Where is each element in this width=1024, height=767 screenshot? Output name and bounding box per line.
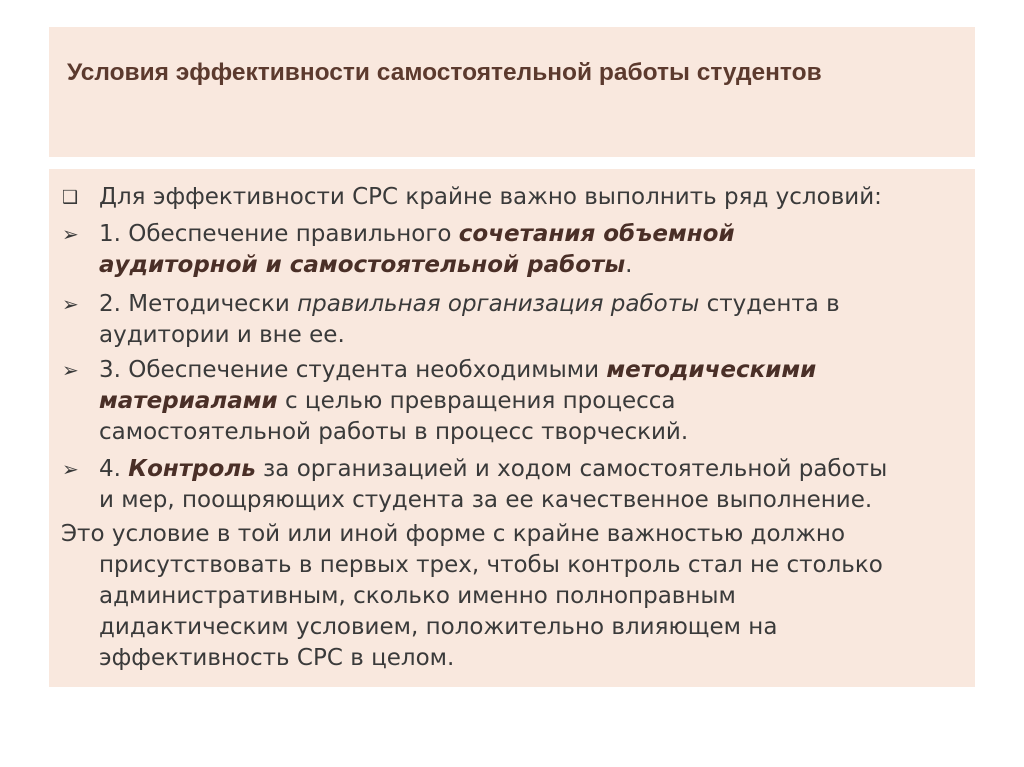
item-2-line-2: аудитории и вне ее. [99,322,345,348]
intro-text: Для эффективности СРС крайне важно выполнить ряд условий: [99,184,882,210]
item-4-line-2: и мер, поощряющих студента за ее качественное выполнение. [99,487,873,513]
closing-line-1: Это условие в той или иной форме с крайне важностью должно [61,521,846,547]
arrow-bullet-icon: ➢ [62,457,79,481]
closing-line-4: дидактическим условием, положительно влияющем на [99,614,778,640]
item-3-line-3: самостоятельной работы в процесс творческий. [99,419,689,445]
title-panel [49,27,975,157]
item-3-line-2: материалами с целью превращения процесса [99,388,676,414]
content-panel [49,169,975,687]
closing-line-2: присутствовать в первых трех, чтобы контроль стал не столько [99,552,883,578]
item-1-line-1: 1. Обеспечение правильного сочетания объемной [99,221,735,247]
closing-line-3: административным, сколько именно полноправным [99,583,736,609]
arrow-bullet-icon: ➢ [62,292,79,316]
item-3-line-1: 3. Обеспечение студента необходимыми методическими [99,357,817,383]
checkbox-bullet-icon: ❑ [62,187,79,208]
closing-line-5: эффективность СРС в целом. [99,645,455,671]
slide-title: Условия эффективности самостоятельной работы студентов [67,59,822,86]
arrow-bullet-icon: ➢ [62,222,79,246]
arrow-bullet-icon: ➢ [62,358,79,382]
item-2-line-1: 2. Методически правильная организация работы студента в [99,291,840,317]
item-4-line-1: 4. Контроль за организацией и ходом самостоятельной работы [99,456,888,482]
item-1-line-2: аудиторной и самостоятельной работы. [99,252,633,278]
